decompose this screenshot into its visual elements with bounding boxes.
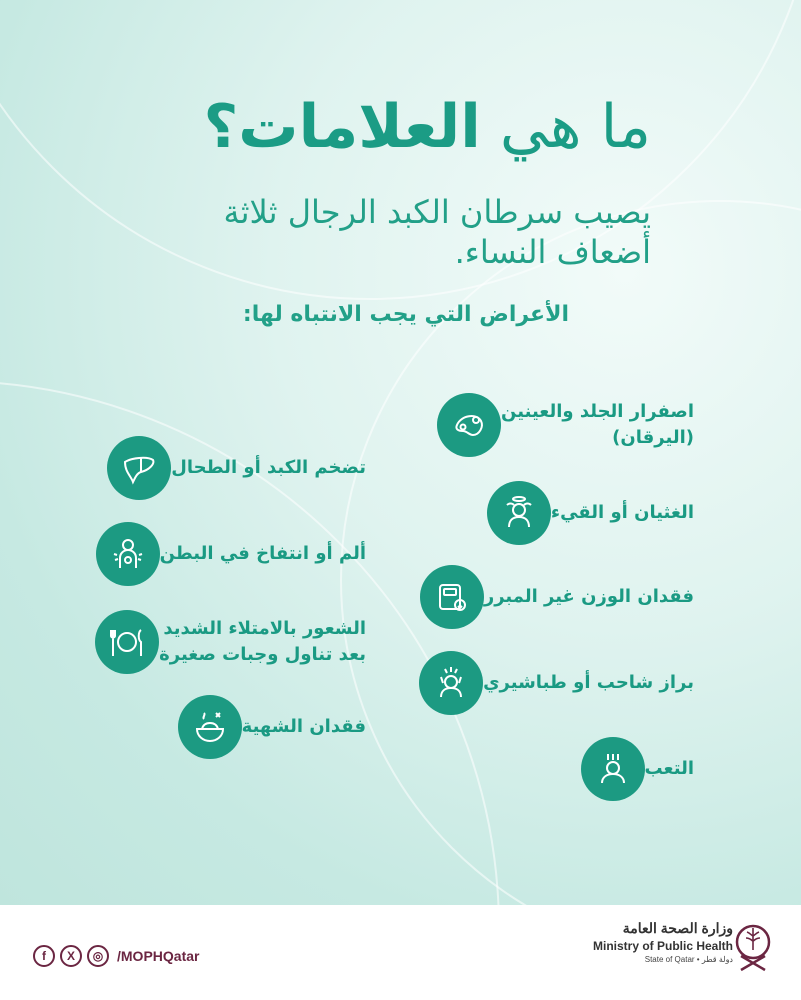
symptom-label: الغثيان أو القيء bbox=[550, 502, 694, 523]
symptom-weight-loss bbox=[420, 565, 708, 629]
facebook-icon[interactable]: f bbox=[33, 945, 55, 967]
symptom-label: اصفرار الجلد والعينين (اليرقان) bbox=[501, 401, 694, 448]
symptom-fatigue bbox=[581, 737, 709, 801]
instagram-icon[interactable]: ◎ bbox=[87, 945, 109, 967]
symptom-jaundice bbox=[437, 393, 708, 457]
page-title bbox=[203, 92, 651, 162]
distress-icon bbox=[419, 651, 483, 715]
social-links bbox=[33, 945, 199, 967]
qatar-emblem-icon bbox=[735, 916, 771, 978]
symptom-pale-stool bbox=[419, 651, 708, 715]
abdominal-pain-icon bbox=[96, 522, 160, 586]
symptom-label: فقدان الوزن غير المبرر bbox=[483, 586, 694, 607]
title-light: ما هي bbox=[480, 92, 651, 162]
jaundice-eye-icon bbox=[437, 393, 501, 457]
symptom-enlarged-liver bbox=[107, 436, 380, 500]
symptom-label: ألم أو انتفاخ في البطن bbox=[159, 543, 366, 564]
title-bold: العلامات؟ bbox=[203, 92, 481, 162]
weight-scale-icon bbox=[420, 565, 484, 629]
ministry-name-arabic: وزارة الصحة العامة bbox=[622, 920, 733, 936]
symptom-label: فقدان الشهية bbox=[241, 716, 366, 737]
symptom-abdominal-pain bbox=[96, 522, 380, 586]
social-handle[interactable]: /MOPHQatar bbox=[117, 948, 200, 964]
state-of-qatar: State of Qatar • دولة قطر bbox=[644, 955, 733, 964]
symptoms-intro: الأعراض التي يجب الانتباه لها: bbox=[242, 302, 569, 327]
symptom-early-fullness bbox=[95, 610, 380, 674]
nausea-icon bbox=[487, 481, 551, 545]
symptom-nausea bbox=[487, 481, 708, 545]
ministry-name-english: Ministry of Public Health bbox=[592, 939, 733, 953]
food-bowl-icon bbox=[178, 695, 242, 759]
ministry-logo-text bbox=[593, 920, 733, 964]
symptom-label: التعب bbox=[644, 758, 694, 779]
symptom-label: الشعور بالامتلاء الشديد بعد تناول وجبات صغيرة bbox=[159, 618, 366, 665]
liver-icon bbox=[107, 436, 171, 500]
symptom-appetite-loss bbox=[178, 695, 380, 759]
x-twitter-icon[interactable]: X bbox=[60, 945, 82, 967]
fatigue-icon bbox=[581, 737, 645, 801]
symptom-label: براز شاحب أو طباشيري bbox=[483, 672, 694, 693]
subtitle: يصيب سرطان الكبد الرجال ثلاثة أضعاف النساء. bbox=[223, 193, 651, 271]
symptom-label: تضخم الكبد أو الطحال bbox=[171, 457, 366, 478]
plate-cutlery-icon bbox=[95, 610, 159, 674]
